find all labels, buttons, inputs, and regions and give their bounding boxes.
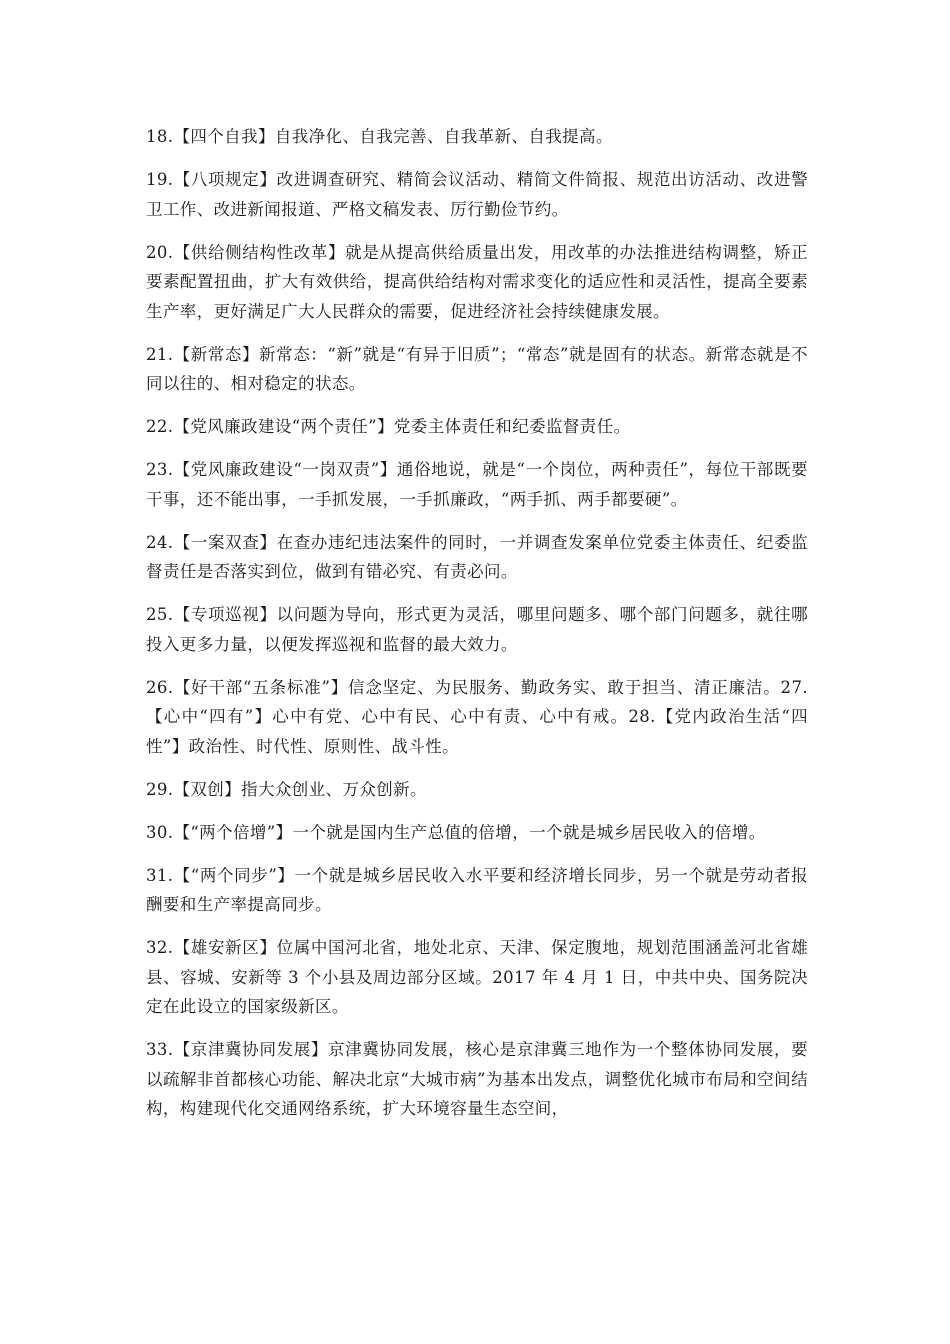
- entry-24: 24.【一案双查】在查办违纪违法案件的同时，一并调查发案单位党委主体责任、纪委监督责任是否落实到位，做到有错必究、有责必问。: [146, 532, 808, 581]
- entry-19: 19.【八项规定】改进调查研究、精简会议活动、精简文件简报、规范出访活动、改进警卫工作、改进新闻报道、严格文稿发表、厉行勤俭节约。: [146, 170, 808, 219]
- entry-18: 18.【四个自我】自我净化、自我完善、自我革新、自我提高。: [146, 127, 613, 146]
- entry-21: 21.【新常态】新常态：“新”就是“有异于旧质”；“常态”就是固有的状态。新常态就是不同以往的、相对稳定的状态。: [146, 344, 808, 393]
- entry-25: 25.【专项巡视】以问题为导向，形式更为灵活，哪里问题多、哪个部门问题多，就往哪投入更多力量，以便发挥巡视和监督的最大效力。: [146, 605, 808, 654]
- entry-23: 23.【党风廉政建设“一岗双责”】通俗地说，就是“一个岗位，两种责任”，每位干部既要干事，还不能出事，一手抓发展，一手抓廉政，“两手抓、两手都要硬”。: [146, 460, 808, 509]
- entry-20: 20.【供给侧结构性改革】就是从提高供给质量出发，用改革的办法推进结构调整，矫正要素配置扭曲，扩大有效供给，提高供给结构对需求变化的适应性和灵活性，提高全要素生产率，更好满足广大人民群众的需要，促进经济社会持续健康发展。: [146, 242, 808, 321]
- entry-29: 29.【双创】指大众创业、万众创新。: [146, 779, 427, 799]
- document-body: [146, 122, 808, 1137]
- entry-32: 32.【雄安新区】位属中国河北省，地处北京、天津、保定腹地，规划范围涵盖河北省雄县、容城、安新等 3 个小县及周边部分区域。2017 年 4 月 1 日，中共中央、国务院决定在此设立的国家级新区。: [146, 938, 808, 1016]
- entry-31: 31.【“两个同步”】一个就是城乡居民收入水平要和经济增长同步，另一个就是劳动者报酬要和生产率提高同步。: [146, 865, 808, 914]
- entry-22: 22.【党风廉政建设“两个责任”】党委主体责任和纪委监督责任。: [146, 417, 631, 436]
- entry-26-28: 26.【好干部“五条标准”】信念坚定、为民服务、勤政务实、敢于担当、清正廉洁。27.【心中“四有”】心中有党、心中有民、心中有责、心中有戒。28.【党内政治生活“四性”】政治性、时代性、原则性、战斗性。: [146, 677, 808, 756]
- entry-33: 33.【京津冀协同发展】京津冀协同发展，核心是京津冀三地作为一个整体协同发展，要以疏解非首都核心功能、解决北京“大城市病”为基本出发点，调整优化城市布局和空间结构，构建现代化交通网络系统，扩大环境容量生态空间，: [146, 1040, 808, 1118]
- entry-30: 30.【“两个倍增”】一个就是国内生产总值的倍增，一个就是城乡居民收入的倍增。: [146, 822, 766, 842]
